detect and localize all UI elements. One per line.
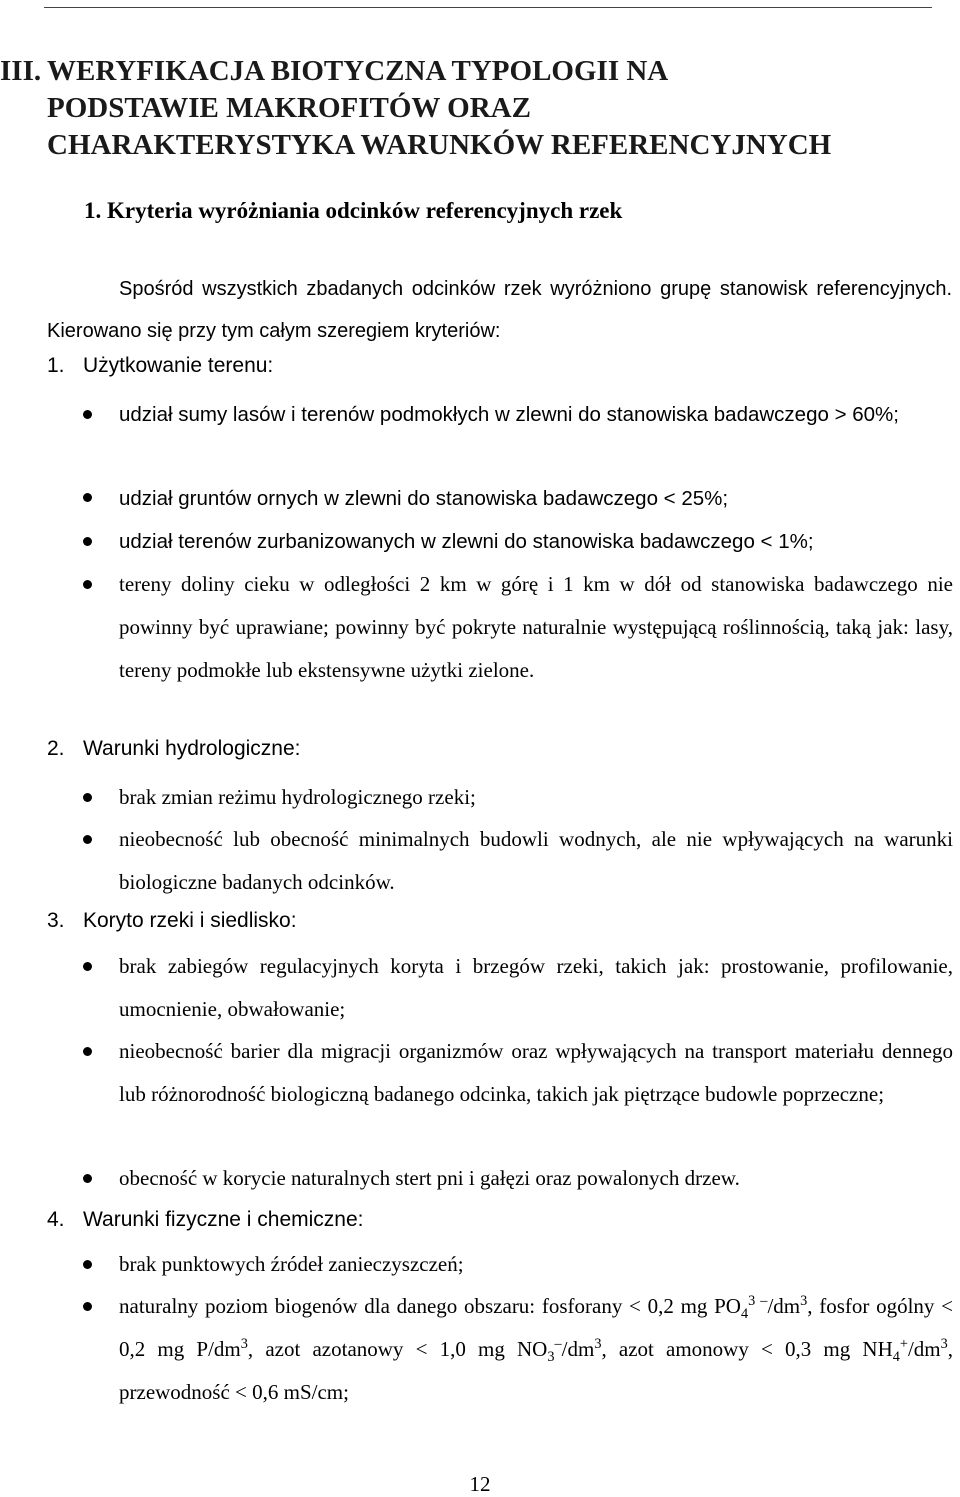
criterion-heading: 3. Koryto rzeki i siedlisko: (47, 909, 297, 932)
list-item: obecność w korycie naturalnych stert pni i gałęzi oraz powalonych drzew. (119, 1166, 740, 1190)
criterion-heading: 2. Warunki hydrologiczne: (47, 737, 301, 760)
chapter-title-line: PODSTAWIE MAKROFITÓW ORAZ (47, 92, 531, 124)
bullet-icon (83, 410, 92, 419)
intro-paragraph (47, 268, 952, 352)
list-item: brak punktowych źródeł zanieczyszczeń; (119, 1252, 464, 1276)
list-item: udział gruntów ornych w zlewni do stanowiska badawczego < 25%; (119, 487, 729, 510)
page-number: 12 (469, 1472, 491, 1496)
bullet-icon (83, 962, 92, 971)
bullet-icon (83, 580, 92, 589)
intro-text: Spośród wszystkich zbadanych odcinków rzek wyróżniono grupę stanowisk referencyjnych. Kierowano się przy tym całym szeregiem kryteriów: (47, 278, 952, 342)
list-item: udział terenów zurbanizowanych w zlewni do stanowiska badawczego < 1%; (119, 530, 814, 553)
list-item: nieobecność lub obecność minimalnych budowli wodnych, ale nie wpływających na warunki biologiczne badanych odcinków. (119, 827, 953, 894)
bullet-icon (83, 1302, 92, 1311)
chapter-number: III. (0, 55, 42, 87)
list-item: nieobecność barier dla migracji organizmów oraz wpływających na transport materiału dennego lub różnorodność biologiczną badanego odcinka, takich jak piętrzące budowle poprzeczne; (119, 1039, 953, 1106)
criterion-heading: 1. Użytkowanie terenu: (47, 354, 274, 377)
chapter-title-line: WERYFIKACJA BIOTYCZNA TYPOLOGII NA (47, 55, 669, 87)
criterion-heading: 4. Warunki fizyczne i chemiczne: (47, 1208, 364, 1231)
header-rule (44, 7, 932, 8)
bullet-icon (83, 1260, 92, 1269)
list-item: tereny doliny cieku w odległości 2 km w górę i 1 km w dół od stanowiska badawczego nie powinny być uprawiane; powinny być pokryte naturalnie występującą roślinnością, taką jak: lasy, tereny podmokłe lub ekstensywne użytki zielone. (119, 572, 953, 682)
list-item: udział sumy lasów i terenów podmokłych w zlewni do stanowiska badawczego > 60%; (119, 403, 899, 426)
list-item-nutrients: naturalny poziom biogenów dla danego obszaru: fosforany < 0,2 mg $PO_4^{3 -}/dm^3$, fosfor ogólny < 0,2 mg $P/dm^3$, azot azotanowy < 1,0 mg $NO_3^-/dm^3$, azot amonowy < 0,3 mg $NH_4^+/dm^3$, przewodność < 0,6 mS/cm; (119, 1293, 953, 1404)
bullet-icon (83, 537, 92, 546)
section-title: 1. Kryteria wyróżniania odcinków referencyjnych rzek (84, 198, 623, 223)
bullet-icon (83, 1047, 92, 1056)
list-item: brak zmian reżimu hydrologicznego rzeki; (119, 785, 476, 809)
bullet-icon (83, 835, 92, 844)
bullet-icon (83, 1174, 92, 1183)
chapter-title-line: CHARAKTERYSTYKA WARUNKÓW REFERENCYJNYCH (47, 129, 832, 161)
list-item: brak zabiegów regulacyjnych koryta i brzegów rzeki, takich jak: prostowanie, profilowanie, umocnienie, obwałowanie; (119, 954, 953, 1021)
bullet-icon (83, 793, 92, 802)
bullet-icon (83, 493, 92, 502)
